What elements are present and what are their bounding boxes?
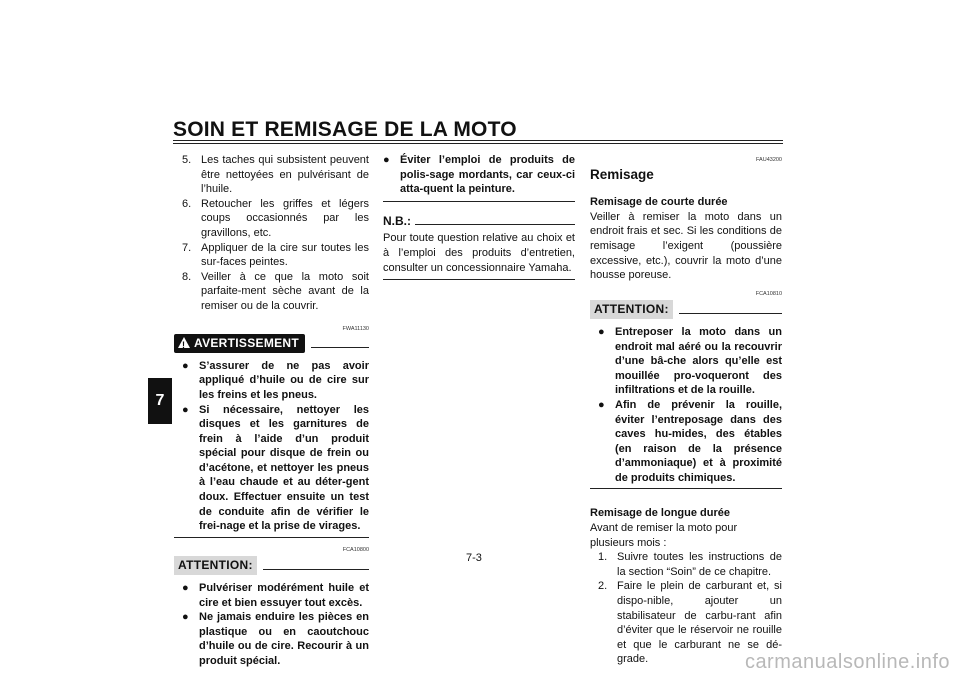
attention-rule-2 [679,313,782,314]
section-code: FAU43200 [756,157,782,163]
short-storage-heading: Remisage de courte durée [590,196,728,209]
step-number: 6. [182,197,192,210]
nb-label: N.B.: [383,213,411,228]
warning-end-rule [174,537,369,538]
short-storage-text: Veiller à remiser la moto dans un endroit frais et sec. Si les conditions de remisage l’exigent (poussière excessive, etc.), couvrir la moto d’une housse poreuse. [590,210,782,282]
chapter-tab: 7 [148,378,172,424]
column-2 [383,153,575,280]
bullets-end-rule [383,201,575,202]
step-text: Retoucher les griffes et légers coups occasionnés par les gravillons, etc. [201,197,369,239]
bullet-dot-icon: ● [598,398,605,411]
bullet-text: Afin de prévenir la rouille, éviter l’entreposage dans des caves hu-mides, des étables (en raison de la présence d’ammoniaque) et à proximité de produits chimiques. [615,398,782,484]
page-number: 7-3 [466,552,482,564]
bullet-item [182,610,369,668]
attention-badge-2: ATTENTION: [590,300,673,319]
column-3 [590,153,782,667]
warning-triangle-icon: ! [178,337,190,348]
step-number: 2. [598,580,608,593]
bullet-dot-icon: ● [182,359,189,372]
attention-end-rule-2 [590,488,782,489]
warning-code: FWA11130 [342,325,369,332]
step-item [182,153,369,197]
attention-code-2: FCA10810 [755,290,782,297]
page-title: SOIN ET REMISAGE DE LA MOTO [173,118,517,141]
title-rule-secondary [173,143,783,144]
bullet-text: Si nécessaire, nettoyer les disques et les garnitures de frein à l’aide d’un produit spécial pour disque de frein ou d’acétone, et nettoyer les pneus à l’eau chaude et au déter-gent doux. Effectuer ensuite un test de conduite afin de vérifier le frei-nage et la prise de virages. [199,403,369,533]
bullet-dot-icon: ● [598,325,605,338]
column-2-bullets [383,153,575,197]
watermark: carmanualsonline.info [744,651,950,673]
step-item [182,197,369,241]
bullet-dot-icon: ● [182,582,189,595]
step-text: Suivre toutes les instructions de la section “Soin” de ce chapitre. [617,551,782,578]
bullet-item [182,403,369,534]
bullet-text: Entreposer la moto dans un endroit mal aéré ou la recouvrir d’une bâ-che alors qu’elle est mouillée pro-voqueront des infiltrations et de la rouille. [615,325,782,397]
warning-bullets [182,359,369,534]
attention-box-1 [178,543,369,669]
step-item [182,270,369,314]
bullet-text: Ne jamais enduire les pièces en plastique ou en caoutchouc d’huile ou de cire. Recourir à un produit spécial. [199,611,369,667]
step-number: 8. [182,270,192,283]
bullet-dot-icon: ● [182,611,189,624]
long-storage-heading: Remisage de longue durée [590,507,730,520]
bullet-item [182,581,369,610]
bullet-item [383,153,575,197]
step-list [182,153,369,314]
bullet-text: Éviter l’emploi de produits de polis-sage mordants, car ceux-ci atta-quent la peinture. [400,154,575,196]
bullet-text: Pulvériser modérément huile et cire et bien essuyer tout excès. [199,582,369,609]
warning-badge [174,334,305,353]
section-title: Remisage [590,166,654,182]
step-text: Les taches qui subsistent peuvent être nettoyées en pulvérisant de l’huile. [201,154,369,196]
attention-rule-1 [263,569,369,570]
bullet-item [598,398,782,486]
bullet-dot-icon: ● [182,403,189,416]
bullet-item [182,359,369,403]
nb-rule [415,224,575,225]
step-item [598,550,782,579]
attention-bullets-2 [590,325,782,486]
warning-label: AVERTISSEMENT [194,336,300,351]
step-number: 7. [182,241,192,254]
bullet-text: S’assurer de ne pas avoir appliqué d’huile ou de cire sur les freins et les pneus. [199,359,369,401]
title-rule [173,140,783,141]
step-text: Veiller à ce que la moto soit parfaite-ment sèche avant de la remiser ou de la couvrir. [201,270,369,312]
nb-end-rule [383,279,575,280]
attention-badge-1: ATTENTION: [174,556,257,575]
warning-box [182,322,369,538]
attention-box-2 [590,287,782,490]
step-number: 5. [182,154,192,166]
bullet-item [598,325,782,398]
column-1 [178,153,369,669]
attention-code-1: FCA10800 [342,546,369,553]
attention-bullets-1 [182,581,369,669]
long-storage-intro: Avant de remiser la moto pour plusieurs mois : [590,522,738,549]
step-number: 1. [598,551,608,564]
bullet-dot-icon: ● [383,154,390,166]
nb-text: Pour toute question relative au choix et à l’emploi des produits d’entretien, consulter un concessionnaire Yamaha. [383,232,575,274]
step-text: Faire le plein de carburant et, si dispo-nible, ajouter un stabilisateur de carbu-rant afin d’éviter que le réservoir ne rouille et que le carburant ne se dé-grade. [617,580,782,666]
step-item [182,241,369,270]
warning-rule [311,347,369,348]
step-text: Appliquer de la cire sur toutes les sur-faces peintes. [201,241,369,269]
long-storage-steps [590,550,782,667]
